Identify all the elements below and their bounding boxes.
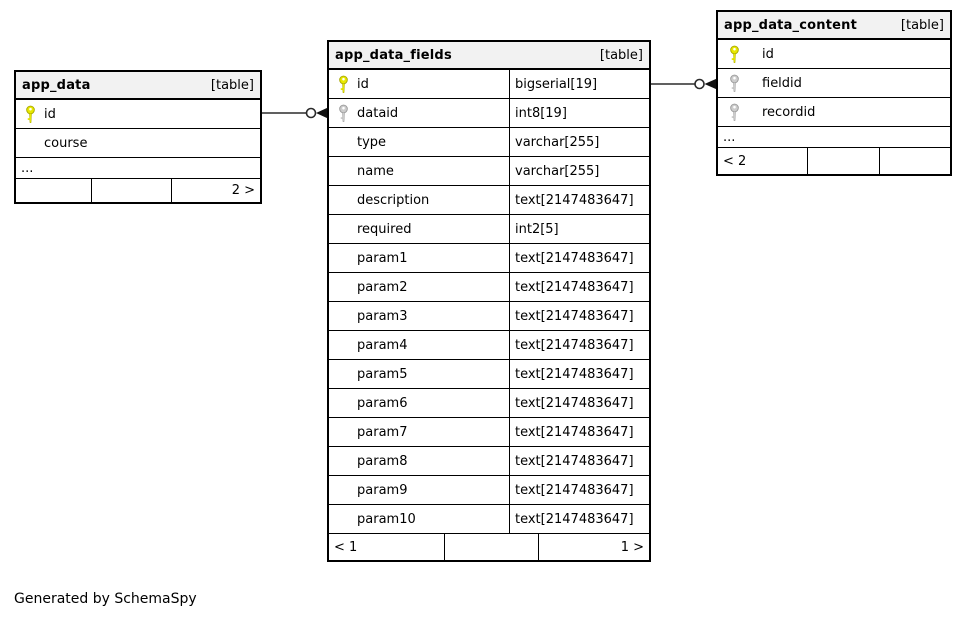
column-type: text[2147483647] (509, 389, 649, 417)
column-row (329, 360, 649, 389)
footer-cell-center (91, 179, 171, 202)
column-icon-slot (337, 278, 349, 297)
footer-cell-right (879, 148, 950, 174)
column-icon-slot (337, 394, 349, 413)
primary-key-icon (24, 105, 36, 124)
column-type: varchar[255] (509, 157, 649, 185)
hidden-columns-ellipsis: ... (16, 158, 260, 179)
primary-key-icon (337, 75, 349, 94)
column-type: text[2147483647] (509, 447, 649, 475)
column-row (329, 331, 649, 360)
column-icon-slot (337, 481, 349, 500)
column-icon-slot (337, 452, 349, 471)
footer-related-count: 2 > (171, 179, 260, 202)
column-row (329, 273, 649, 302)
foreign-key-icon (728, 103, 740, 122)
column-row (718, 69, 950, 98)
column-name: param1 (357, 250, 408, 266)
foreign-key-icon (728, 74, 740, 93)
column-type: text[2147483647] (509, 273, 649, 301)
hidden-columns-ellipsis: ... (718, 127, 950, 148)
column-type: bigserial[19] (509, 70, 649, 98)
column-row (16, 100, 260, 129)
column-row (329, 389, 649, 418)
column-name: type (357, 134, 387, 150)
table-node-app-data-content[interactable] (716, 10, 952, 176)
column-icon-slot (337, 365, 349, 384)
connector-fields-to-content (650, 79, 717, 90)
column-type: text[2147483647] (509, 331, 649, 359)
column-name: param7 (357, 424, 408, 440)
column-type: text[2147483647] (509, 418, 649, 446)
table-type-badge: [table] (900, 17, 944, 33)
column-name: fieldid (762, 75, 802, 91)
column-row (329, 505, 649, 534)
table-footer (718, 148, 950, 174)
footer-related-count-right: 1 > (538, 534, 649, 560)
column-name: dataid (357, 105, 399, 121)
column-row (329, 99, 649, 128)
primary-key-icon (728, 45, 740, 64)
column-name: param10 (357, 511, 416, 527)
column-row (718, 98, 950, 127)
column-name: param3 (357, 308, 408, 324)
column-name: param6 (357, 395, 408, 411)
table-name[interactable]: app_data_fields (335, 47, 452, 63)
column-type: text[2147483647] (509, 476, 649, 504)
column-type: int8[19] (509, 99, 649, 127)
column-type: text[2147483647] (509, 302, 649, 330)
column-icon-slot (337, 249, 349, 268)
column-icon-slot (337, 191, 349, 210)
table-node-app-data-fields[interactable] (327, 40, 651, 562)
footer-cell-left (16, 179, 91, 202)
column-icon-slot (337, 220, 349, 239)
column-row (329, 70, 649, 99)
column-row (329, 476, 649, 505)
column-name: param4 (357, 337, 408, 353)
column-row (329, 186, 649, 215)
table-name[interactable]: app_data_content (724, 17, 858, 33)
column-name: param5 (357, 366, 408, 382)
footer-cell-center (807, 148, 879, 174)
column-row (16, 129, 260, 158)
column-name: id (44, 106, 56, 122)
column-row (329, 157, 649, 186)
column-name: description (357, 192, 430, 208)
column-name: recordid (762, 104, 816, 120)
column-row (329, 244, 649, 273)
footer-related-count-left: < 1 (334, 539, 358, 555)
connector-appdata-to-fields (262, 108, 328, 119)
table-footer (16, 179, 260, 202)
column-name: id (357, 76, 369, 92)
column-type: text[2147483647] (509, 186, 649, 214)
column-type: int2[5] (509, 215, 649, 243)
table-type-badge: [table] (210, 77, 254, 93)
column-icon-slot (337, 336, 349, 355)
column-name: required (357, 221, 412, 237)
column-icon-slot (337, 423, 349, 442)
table-footer (329, 534, 649, 560)
column-row (718, 40, 950, 69)
table-header (718, 12, 950, 40)
generated-by-note: Generated by SchemaSpy (14, 591, 197, 607)
column-type: text[2147483647] (509, 244, 649, 272)
table-header (329, 42, 649, 70)
column-name: param2 (357, 279, 408, 295)
column-type: text[2147483647] (509, 360, 649, 388)
column-row (329, 215, 649, 244)
table-type-badge: [table] (599, 47, 643, 63)
table-node-app-data[interactable] (14, 70, 262, 204)
table-header (16, 72, 260, 100)
column-icon-slot (337, 133, 349, 152)
column-row (329, 128, 649, 157)
column-row (329, 418, 649, 447)
column-type: text[2147483647] (509, 505, 649, 533)
column-icon-slot (337, 162, 349, 181)
column-type: varchar[255] (509, 128, 649, 156)
column-icon-slot (24, 134, 36, 153)
foreign-key-icon (337, 104, 349, 123)
column-icon-slot (337, 510, 349, 529)
column-name: name (357, 163, 394, 179)
column-name: course (44, 135, 88, 151)
column-name: param8 (357, 453, 408, 469)
column-icon-slot (337, 307, 349, 326)
footer-cell-center (444, 534, 538, 560)
footer-related-count-left: < 2 (723, 153, 747, 169)
column-name: id (762, 46, 774, 62)
column-row (329, 302, 649, 331)
column-row (329, 447, 649, 476)
column-name: param9 (357, 482, 408, 498)
table-name[interactable]: app_data (22, 77, 91, 93)
